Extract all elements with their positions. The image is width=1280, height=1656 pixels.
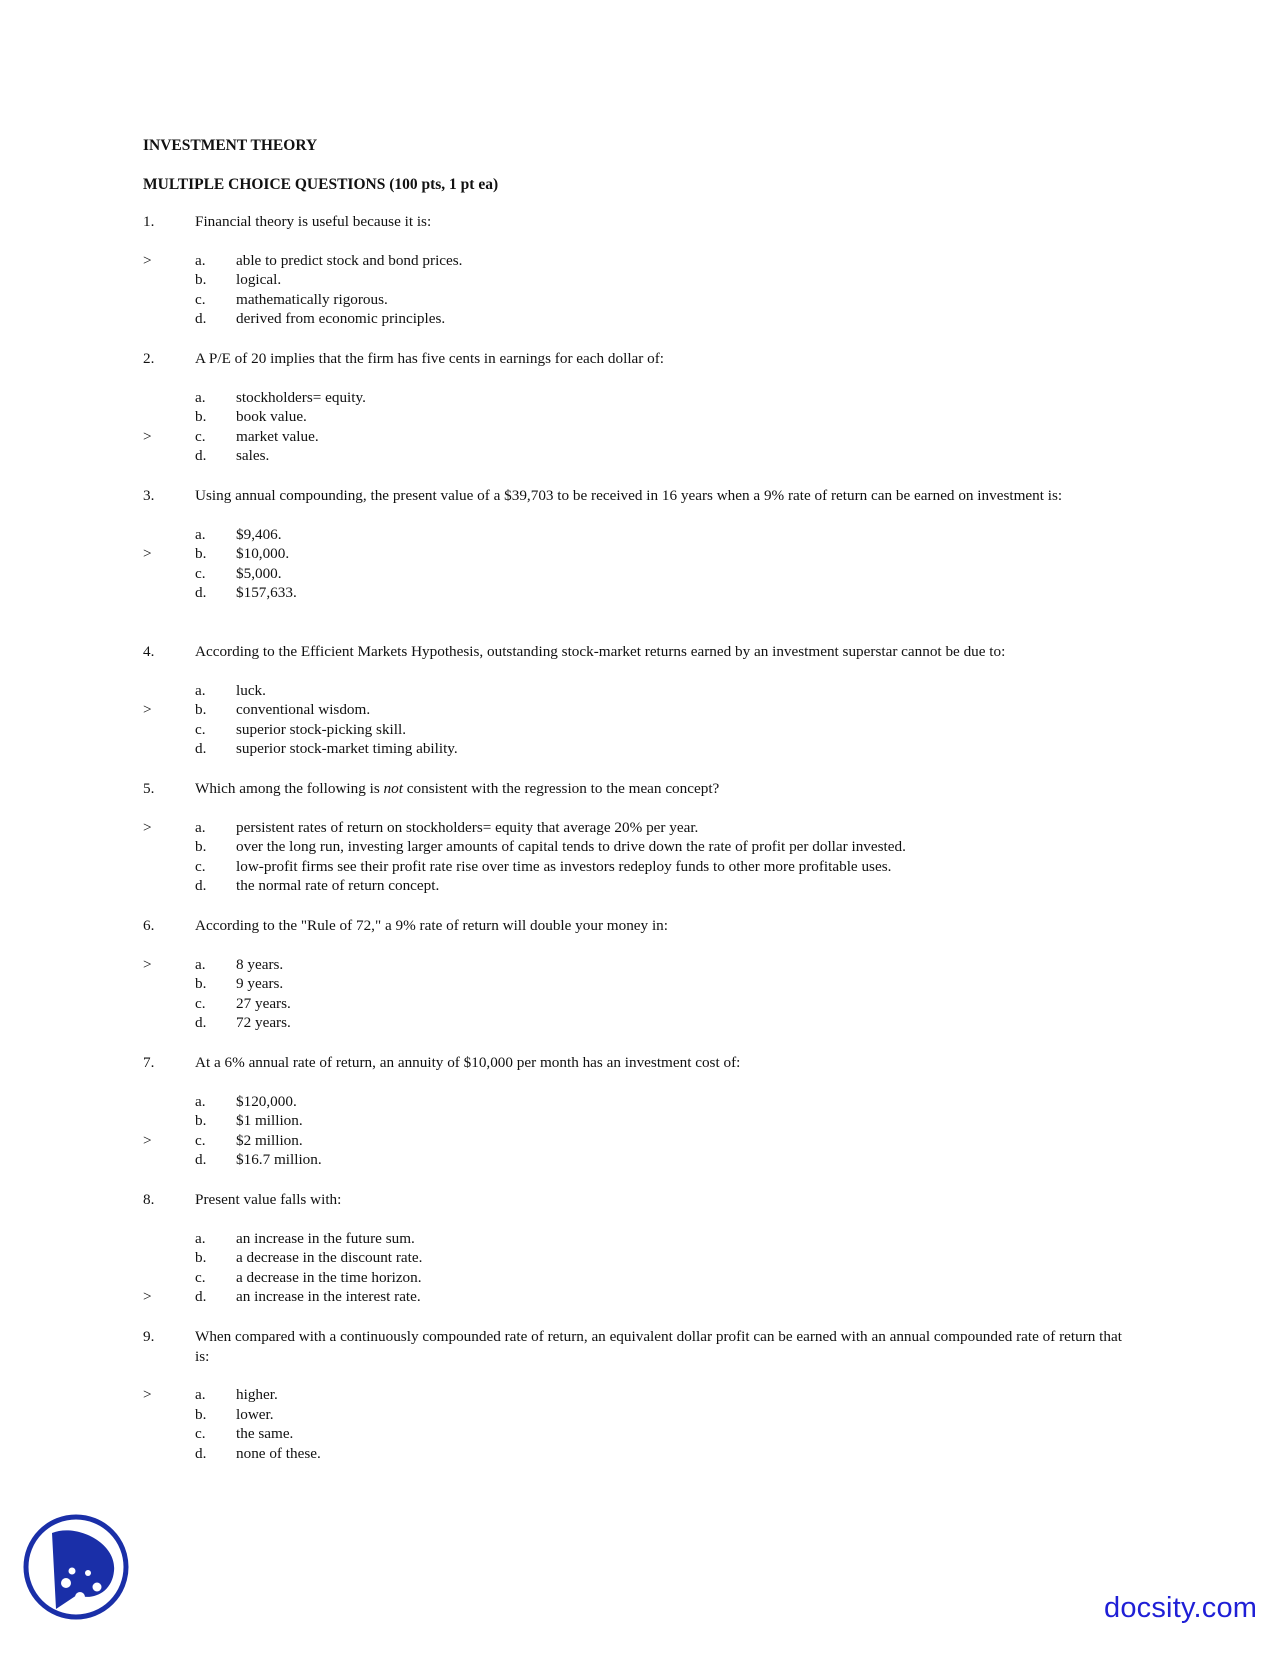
- question-text: According to the "Rule of 72," a 9% rate of return will double your money in:: [195, 917, 668, 934]
- option-text: low-profit firms see their profit rate rise over time as investors redeploy funds to other more profitable uses.: [236, 857, 892, 875]
- answer-option: [143, 700, 1133, 720]
- question-3: [143, 486, 1133, 603]
- answer-option: [143, 720, 1133, 740]
- answer-option: [143, 525, 1133, 545]
- option-letter: b.: [195, 545, 207, 562]
- option-text: an increase in the interest rate.: [236, 1288, 421, 1305]
- correct-marker: >: [143, 1131, 152, 1149]
- question-7: [143, 1053, 1133, 1170]
- option-text: higher.: [236, 1386, 278, 1403]
- option-text: luck.: [236, 681, 266, 699]
- correct-marker: >: [143, 701, 152, 718]
- option-text: $120,000.: [236, 1092, 297, 1110]
- answer-option: [143, 1131, 1133, 1151]
- option-text: logical.: [236, 271, 282, 288]
- answer-option: [143, 955, 1133, 975]
- answer-option: [143, 1229, 1133, 1249]
- question-8: [143, 1190, 1133, 1307]
- answer-option: [143, 857, 1133, 877]
- option-text: 72 years.: [236, 1014, 291, 1031]
- option-text: 27 years.: [236, 994, 291, 1012]
- option-letter: c.: [195, 1268, 206, 1286]
- option-letter: d.: [195, 1014, 207, 1031]
- answer-option: [143, 974, 1133, 994]
- document-title: INVESTMENT THEORY: [143, 137, 318, 154]
- answer-option: [143, 290, 1133, 310]
- question-text-part: consistent with the regression to the mean concept?: [402, 780, 720, 797]
- answer-option: [143, 681, 1133, 701]
- docsity-logo-svg: [22, 1513, 130, 1621]
- option-text: able to predict stock and bond prices.: [236, 251, 463, 269]
- option-letter: c.: [195, 720, 206, 738]
- question-5: [143, 779, 1133, 896]
- correct-marker: >: [143, 1288, 152, 1305]
- question-text: [195, 779, 1133, 799]
- question-2: [143, 349, 1133, 466]
- correct-marker: >: [143, 545, 152, 562]
- option-text: $157,633.: [236, 584, 297, 601]
- option-letter: c.: [195, 1131, 206, 1149]
- answer-option: [143, 583, 1133, 603]
- answer-option: [143, 818, 1133, 838]
- answer-option: [143, 407, 1133, 427]
- correct-marker: >: [143, 955, 152, 973]
- option-letter: c.: [195, 857, 206, 875]
- answer-option: [143, 1248, 1133, 1268]
- docsity-brand-link[interactable]: docsity.com: [1104, 1592, 1258, 1624]
- option-letter: b.: [195, 838, 207, 855]
- option-letter: a.: [195, 681, 206, 699]
- option-text: persistent rates of return on stockholders= equity that average 20% per year.: [236, 818, 699, 836]
- question-text: Financial theory is useful because it is:: [195, 213, 432, 230]
- option-letter: c.: [195, 290, 206, 308]
- option-text: conventional wisdom.: [236, 701, 371, 718]
- answer-option: [143, 876, 1133, 896]
- option-text: a decrease in the discount rate.: [236, 1249, 423, 1266]
- option-text: superior stock-picking skill.: [236, 720, 406, 738]
- answer-option: [143, 1287, 1133, 1307]
- option-letter: d.: [195, 447, 207, 464]
- answer-option: [143, 1111, 1133, 1131]
- question-9: [143, 1327, 1133, 1463]
- option-letter: c.: [195, 994, 206, 1012]
- question-number: 8.: [143, 1191, 155, 1208]
- question-text-part: Which among the following is: [195, 780, 384, 797]
- option-letter: d.: [195, 1151, 207, 1168]
- option-letter: d.: [195, 740, 207, 757]
- option-text: $5,000.: [236, 564, 282, 582]
- option-text: $1 million.: [236, 1112, 303, 1129]
- option-letter: c.: [195, 1425, 206, 1442]
- answer-option: [143, 739, 1133, 759]
- option-letter: c.: [195, 427, 206, 445]
- answer-option: [143, 270, 1133, 290]
- question-6: [143, 916, 1133, 1033]
- answer-option: [143, 427, 1133, 447]
- question-text-emphasis: not: [383, 780, 403, 797]
- option-letter: a.: [195, 251, 206, 269]
- section-heading: MULTIPLE CHOICE QUESTIONS (100 pts, 1 pt ea): [143, 176, 499, 193]
- correct-marker: >: [143, 818, 152, 836]
- question-text: When compared with a continuously compounded rate of return, an equivalent dollar profit can be earned with an annual compounded rate of return that is:: [195, 1328, 1122, 1365]
- option-text: 9 years.: [236, 975, 284, 992]
- answer-option: [143, 388, 1133, 408]
- option-letter: b.: [195, 975, 207, 992]
- option-letter: a.: [195, 1386, 206, 1403]
- option-letter: b.: [195, 1249, 207, 1266]
- question-text: A P/E of 20 implies that the firm has five cents in earnings for each dollar of:: [195, 350, 665, 367]
- answer-option: [143, 1444, 1133, 1464]
- answer-option: [143, 544, 1133, 564]
- option-letter: d.: [195, 1444, 207, 1462]
- question-text: Using annual compounding, the present value of a $39,703 to be received in 16 years when a 9% rate of return can be earned on investment is:: [195, 487, 1063, 504]
- answer-option: [143, 446, 1133, 466]
- option-letter: b.: [195, 271, 207, 288]
- question-1: [143, 212, 1133, 329]
- answer-option: [143, 1385, 1133, 1405]
- question-text: At a 6% annual rate of return, an annuity of $10,000 per month has an investment cost of:: [195, 1054, 741, 1071]
- option-letter: b.: [195, 701, 207, 718]
- question-number: 3.: [143, 487, 155, 504]
- option-text: lower.: [236, 1405, 274, 1423]
- question-number: 5.: [143, 780, 155, 797]
- question-number: 9.: [143, 1328, 155, 1345]
- answer-option: [143, 1268, 1133, 1288]
- question-text: According to the Efficient Markets Hypothesis, outstanding stock-market returns earned by an investment superstar cannot be due to:: [195, 643, 1006, 660]
- option-letter: b.: [195, 408, 207, 425]
- option-text: none of these.: [236, 1444, 321, 1462]
- option-text: superior stock-market timing ability.: [236, 740, 458, 757]
- option-text: $10,000.: [236, 545, 290, 562]
- answer-option: [143, 1424, 1133, 1444]
- question-number: 2.: [143, 350, 155, 367]
- option-text: over the long run, investing larger amounts of capital tends to drive down the rate of profit per dollar invested.: [236, 838, 906, 855]
- option-letter: c.: [195, 564, 206, 582]
- option-letter: d.: [195, 1288, 207, 1305]
- question-number: 4.: [143, 643, 155, 660]
- answer-option: [143, 564, 1133, 584]
- correct-marker: >: [143, 1386, 152, 1403]
- question-number: 6.: [143, 917, 155, 934]
- option-text: sales.: [236, 447, 270, 464]
- answer-option: [143, 251, 1133, 271]
- option-text: the same.: [236, 1425, 294, 1442]
- option-text: book value.: [236, 408, 307, 425]
- answer-option: [143, 1092, 1133, 1112]
- docsity-logo-icon[interactable]: [22, 1513, 130, 1621]
- option-text: the normal rate of return concept.: [236, 877, 440, 894]
- option-letter: a.: [195, 1229, 206, 1247]
- question-4: [143, 642, 1133, 759]
- answer-option: [143, 1013, 1133, 1033]
- question-text: Present value falls with:: [195, 1191, 342, 1208]
- option-text: mathematically rigorous.: [236, 290, 388, 308]
- option-text: 8 years.: [236, 955, 284, 973]
- answer-option: [143, 994, 1133, 1014]
- option-text: market value.: [236, 427, 319, 445]
- correct-marker: >: [143, 251, 152, 269]
- option-letter: a.: [195, 818, 206, 836]
- option-text: an increase in the future sum.: [236, 1229, 415, 1247]
- question-number: 1.: [143, 213, 155, 230]
- option-letter: d.: [195, 877, 207, 894]
- option-letter: a.: [195, 955, 206, 973]
- option-letter: b.: [195, 1405, 207, 1423]
- answer-option: [143, 837, 1133, 857]
- question-number: 7.: [143, 1054, 155, 1071]
- option-letter: d.: [195, 584, 207, 601]
- option-letter: a.: [195, 1092, 206, 1110]
- option-text: $9,406.: [236, 525, 282, 543]
- option-text: a decrease in the time horizon.: [236, 1268, 422, 1286]
- answer-option: [143, 309, 1133, 329]
- option-letter: a.: [195, 388, 206, 406]
- option-text: derived from economic principles.: [236, 310, 446, 327]
- answer-option: [143, 1405, 1133, 1425]
- correct-marker: >: [143, 427, 152, 445]
- option-text: stockholders= equity.: [236, 388, 366, 406]
- option-letter: a.: [195, 525, 206, 543]
- answer-option: [143, 1150, 1133, 1170]
- option-text: $2 million.: [236, 1131, 303, 1149]
- option-text: $16.7 million.: [236, 1151, 322, 1168]
- option-letter: b.: [195, 1112, 207, 1129]
- option-letter: d.: [195, 310, 207, 327]
